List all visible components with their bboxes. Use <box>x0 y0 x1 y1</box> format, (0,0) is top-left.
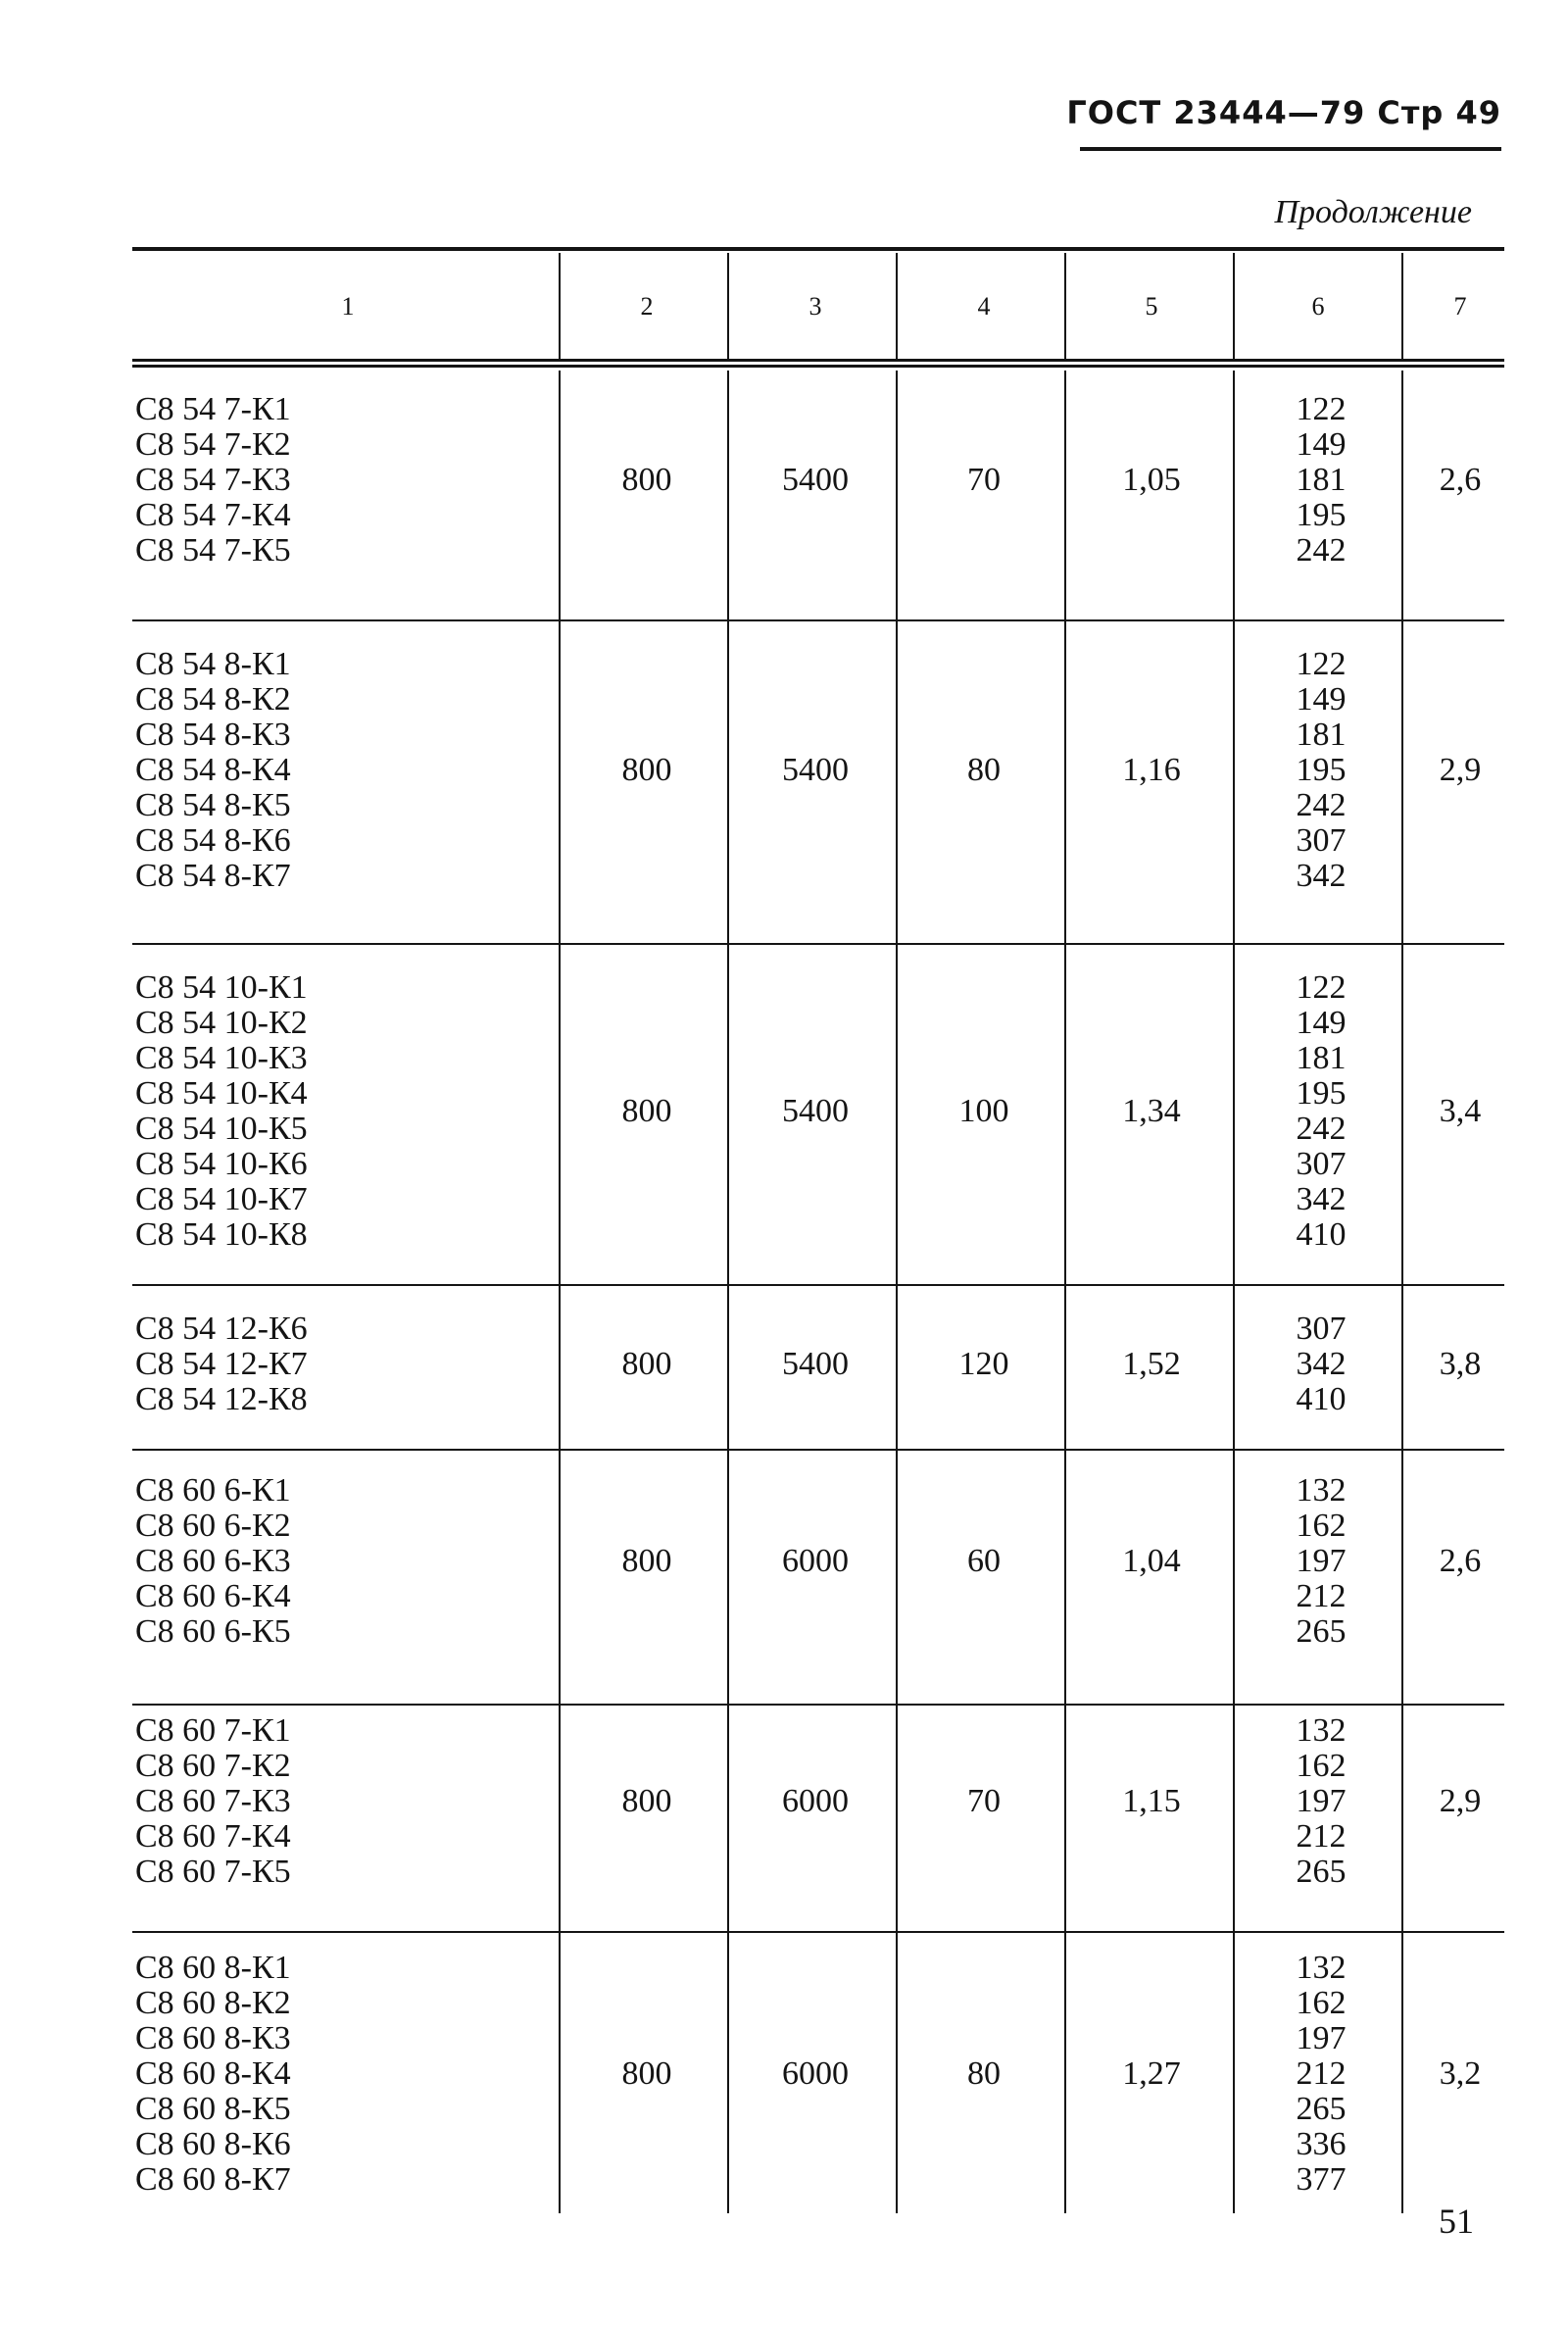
value-cell-col2: 800 <box>621 2055 672 2092</box>
designation-cell: С8 54 10-К7 <box>135 1181 308 1217</box>
value-cell-col6: 122 <box>1296 646 1347 682</box>
group-separator <box>132 1449 1504 1451</box>
value-cell-col6: 197 <box>1296 1543 1347 1579</box>
value-cell-col6: 149 <box>1296 426 1347 463</box>
designation-cell: С8 60 7-К3 <box>135 1783 291 1819</box>
value-cell-col5: 1,27 <box>1122 2055 1181 2092</box>
value-cell-col6: 242 <box>1296 532 1347 569</box>
designation-cell: С8 54 8-К2 <box>135 681 291 718</box>
value-cell-col7: 2,9 <box>1439 1783 1482 1819</box>
value-cell-col2: 800 <box>621 752 672 788</box>
column-header-1: 1 <box>341 292 355 321</box>
designation-cell: С8 60 8-К2 <box>135 1985 291 2021</box>
value-cell-col4: 60 <box>967 1543 1001 1579</box>
value-cell-col6: 342 <box>1296 1346 1347 1382</box>
value-cell-col3: 5400 <box>782 1346 849 1382</box>
designation-cell: С8 54 10-К5 <box>135 1111 308 1147</box>
designation-cell: С8 60 6-К1 <box>135 1472 291 1509</box>
designation-cell: С8 54 12-К6 <box>135 1311 308 1347</box>
value-cell-col2: 800 <box>621 462 672 498</box>
value-cell-col6: 336 <box>1296 2126 1347 2162</box>
value-cell-col6: 122 <box>1296 969 1347 1006</box>
value-cell-col3: 6000 <box>782 1543 849 1579</box>
designation-cell: С8 60 8-К7 <box>135 2161 291 2198</box>
column-divider <box>559 253 561 359</box>
value-cell-col7: 3,8 <box>1439 1346 1482 1382</box>
designation-cell: С8 60 8-К6 <box>135 2126 291 2162</box>
designation-cell: С8 54 12-К8 <box>135 1381 308 1417</box>
value-cell-col5: 1,52 <box>1122 1346 1181 1382</box>
value-cell-col6: 307 <box>1296 1146 1347 1182</box>
continuation-label: Продолжение <box>1274 194 1472 230</box>
designation-cell: С8 60 7-К5 <box>135 1854 291 1890</box>
column-header-2: 2 <box>640 292 654 321</box>
value-cell-col5: 1,04 <box>1122 1543 1181 1579</box>
designation-cell: С8 54 10-К6 <box>135 1146 308 1182</box>
designation-cell: С8 54 10-К2 <box>135 1005 308 1041</box>
designation-cell: С8 60 7-К2 <box>135 1748 291 1784</box>
value-cell-col6: 342 <box>1296 858 1347 894</box>
group-separator <box>132 619 1504 621</box>
value-cell-col6: 149 <box>1296 681 1347 718</box>
value-cell-col6: 265 <box>1296 1854 1347 1890</box>
designation-cell: С8 54 10-К3 <box>135 1040 308 1076</box>
group-separator <box>132 943 1504 945</box>
value-cell-col2: 800 <box>621 1543 672 1579</box>
value-cell-col3: 5400 <box>782 462 849 498</box>
value-cell-col6: 265 <box>1296 2091 1347 2127</box>
value-cell-col6: 195 <box>1296 752 1347 788</box>
value-cell-col6: 122 <box>1296 391 1347 427</box>
value-cell-col6: 181 <box>1296 1040 1347 1076</box>
value-cell-col6: 132 <box>1296 1472 1347 1509</box>
value-cell-col6: 307 <box>1296 822 1347 859</box>
column-divider <box>1064 253 1066 359</box>
value-cell-col4: 80 <box>967 2055 1001 2092</box>
designation-cell: С8 60 6-К5 <box>135 1613 291 1650</box>
designation-cell: С8 60 8-К3 <box>135 2020 291 2056</box>
value-cell-col6: 162 <box>1296 1748 1347 1784</box>
value-cell-col7: 3,4 <box>1439 1093 1482 1129</box>
value-cell-col6: 149 <box>1296 1005 1347 1041</box>
designation-cell: С8 60 8-К5 <box>135 2091 291 2127</box>
value-cell-col6: 342 <box>1296 1181 1347 1217</box>
column-divider <box>1233 371 1235 2213</box>
designation-cell: С8 54 7-К4 <box>135 497 291 533</box>
value-cell-col6: 242 <box>1296 787 1347 823</box>
column-header-6: 6 <box>1311 292 1325 321</box>
value-cell-col6: 410 <box>1296 1381 1347 1417</box>
designation-cell: С8 54 10-К4 <box>135 1075 308 1112</box>
value-cell-col6: 132 <box>1296 1950 1347 1986</box>
value-cell-col7: 2,9 <box>1439 752 1482 788</box>
value-cell-col6: 132 <box>1296 1712 1347 1749</box>
designation-cell: С8 60 7-К1 <box>135 1712 291 1749</box>
group-separator <box>132 1931 1504 1933</box>
value-cell-col5: 1,16 <box>1122 752 1181 788</box>
value-cell-col6: 195 <box>1296 1075 1347 1112</box>
designation-cell: С8 60 6-К2 <box>135 1508 291 1544</box>
value-cell-col2: 800 <box>621 1093 672 1129</box>
value-cell-col6: 265 <box>1296 1613 1347 1650</box>
value-cell-col6: 307 <box>1296 1311 1347 1347</box>
column-divider <box>1233 253 1235 359</box>
table-header-rule <box>132 359 1504 368</box>
value-cell-col2: 800 <box>621 1346 672 1382</box>
column-divider <box>1401 253 1403 359</box>
designation-cell: С8 54 8-К6 <box>135 822 291 859</box>
value-cell-col6: 162 <box>1296 1508 1347 1544</box>
designation-cell: С8 54 10-К1 <box>135 969 308 1006</box>
designation-cell: С8 54 8-К1 <box>135 646 291 682</box>
designation-cell: С8 60 8-К4 <box>135 2055 291 2092</box>
designation-cell: С8 60 8-К1 <box>135 1950 291 1986</box>
column-divider <box>896 253 898 359</box>
designation-cell: С8 54 12-К7 <box>135 1346 308 1382</box>
value-cell-col4: 80 <box>967 752 1001 788</box>
value-cell-col4: 100 <box>958 1093 1009 1129</box>
column-header-3: 3 <box>808 292 822 321</box>
value-cell-col6: 242 <box>1296 1111 1347 1147</box>
value-cell-col6: 212 <box>1296 2055 1347 2092</box>
designation-cell: С8 54 7-К1 <box>135 391 291 427</box>
value-cell-col6: 162 <box>1296 1985 1347 2021</box>
value-cell-col6: 212 <box>1296 1818 1347 1855</box>
page-number: 51 <box>1439 2202 1474 2241</box>
table-top-rule <box>132 247 1504 251</box>
designation-cell: С8 54 8-К3 <box>135 717 291 753</box>
designation-cell: С8 54 10-К8 <box>135 1216 308 1253</box>
column-divider <box>1064 371 1066 2213</box>
value-cell-col7: 3,2 <box>1439 2055 1482 2092</box>
group-separator <box>132 1284 1504 1286</box>
column-header-4: 4 <box>977 292 991 321</box>
column-header-5: 5 <box>1145 292 1158 321</box>
value-cell-col2: 800 <box>621 1783 672 1819</box>
document-header: ГОСТ 23444—79 Стр 49 <box>1066 94 1501 131</box>
value-cell-col6: 197 <box>1296 2020 1347 2056</box>
header-underline <box>1080 147 1501 151</box>
designation-cell: С8 60 6-К4 <box>135 1578 291 1614</box>
value-cell-col6: 197 <box>1296 1783 1347 1819</box>
designation-cell: С8 54 7-К2 <box>135 426 291 463</box>
value-cell-col5: 1,05 <box>1122 462 1181 498</box>
value-cell-col3: 6000 <box>782 1783 849 1819</box>
column-divider <box>727 253 729 359</box>
designation-cell: С8 54 7-К3 <box>135 462 291 498</box>
column-divider <box>896 371 898 2213</box>
value-cell-col6: 195 <box>1296 497 1347 533</box>
value-cell-col6: 181 <box>1296 462 1347 498</box>
value-cell-col7: 2,6 <box>1439 462 1482 498</box>
column-divider <box>1401 371 1403 2213</box>
designation-cell: С8 54 8-К7 <box>135 858 291 894</box>
column-header-7: 7 <box>1453 292 1467 321</box>
value-cell-col5: 1,34 <box>1122 1093 1181 1129</box>
value-cell-col6: 212 <box>1296 1578 1347 1614</box>
column-divider <box>559 371 561 2213</box>
designation-cell: С8 54 8-К5 <box>135 787 291 823</box>
value-cell-col6: 181 <box>1296 717 1347 753</box>
value-cell-col5: 1,15 <box>1122 1783 1181 1819</box>
group-separator <box>132 1704 1504 1706</box>
value-cell-col4: 70 <box>967 1783 1001 1819</box>
value-cell-col3: 5400 <box>782 1093 849 1129</box>
column-divider <box>727 371 729 2213</box>
value-cell-col6: 377 <box>1296 2161 1347 2198</box>
value-cell-col6: 410 <box>1296 1216 1347 1253</box>
value-cell-col7: 2,6 <box>1439 1543 1482 1579</box>
value-cell-col4: 120 <box>958 1346 1009 1382</box>
value-cell-col3: 5400 <box>782 752 849 788</box>
value-cell-col3: 6000 <box>782 2055 849 2092</box>
designation-cell: С8 54 8-К4 <box>135 752 291 788</box>
value-cell-col4: 70 <box>967 462 1001 498</box>
designation-cell: С8 60 6-К3 <box>135 1543 291 1579</box>
designation-cell: С8 60 7-К4 <box>135 1818 291 1855</box>
designation-cell: С8 54 7-К5 <box>135 532 291 569</box>
